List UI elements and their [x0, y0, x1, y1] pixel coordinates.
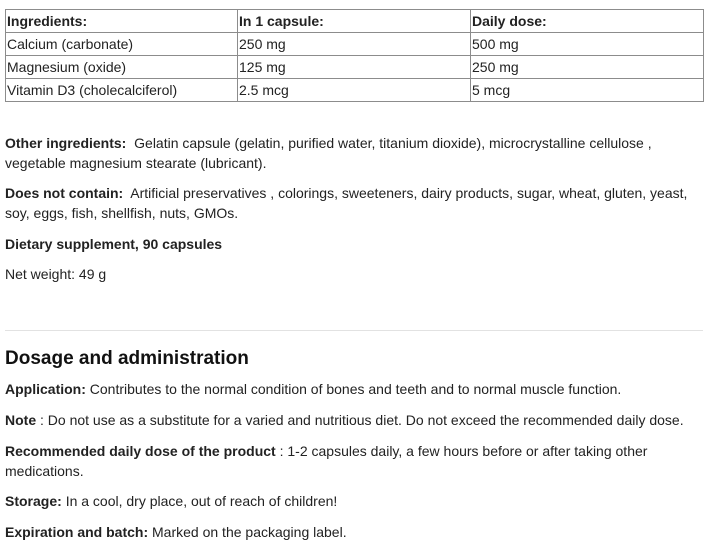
- recommended-dose-label: Recommended daily dose of the product: [5, 443, 276, 459]
- expiration-batch: [5, 522, 703, 542]
- table-row: [6, 56, 704, 79]
- dietary-supplement: Dietary supplement, 90 capsules: [5, 236, 223, 252]
- other-ingredients: [5, 133, 703, 173]
- cell-per-capsule: 2.5 mcg: [238, 79, 471, 102]
- dosage-heading: Dosage and administration: [5, 348, 249, 369]
- application: [5, 379, 703, 399]
- note-text: : Do not use as a substitute for a varied and nutritious diet. Do not exceed the recommended daily dose.: [40, 412, 684, 428]
- table-row: [6, 79, 704, 102]
- note-label: Note: [5, 412, 37, 428]
- expiration-batch-label: Expiration and batch:: [5, 524, 149, 540]
- storage-text: In a cool, dry place, out of reach of children!: [65, 493, 338, 509]
- storage: [5, 491, 703, 511]
- header-daily-dose: Daily dose:: [471, 10, 704, 33]
- ingredients-table: [5, 9, 704, 102]
- other-ingredients-text: Gelatin capsule (gelatin, purified water, titanium dioxide), microcrystalline cellulose , vegetable magnesium stearate (lubricant).: [5, 135, 652, 171]
- does-not-contain: [5, 183, 703, 223]
- note: [5, 410, 703, 430]
- storage-label: Storage:: [5, 493, 62, 509]
- application-label: Application:: [5, 381, 86, 397]
- product-info: [5, 9, 703, 540]
- recommended-dose: [5, 441, 703, 481]
- cell-ingredient: Calcium (carbonate): [6, 33, 238, 56]
- application-text: Contributes to the normal condition of bones and teeth and to normal muscle function.: [89, 381, 622, 397]
- header-per-capsule: In 1 capsule:: [238, 10, 471, 33]
- cell-ingredient: Vitamin D3 (cholecalciferol): [6, 79, 238, 102]
- expiration-batch-text: Marked on the packaging label.: [152, 524, 347, 540]
- section-divider: [5, 330, 703, 331]
- cell-per-capsule: 250 mg: [238, 33, 471, 56]
- header-ingredients: Ingredients:: [6, 10, 238, 33]
- cell-daily-dose: 5 mcg: [471, 79, 704, 102]
- cell-daily-dose: 500 mg: [471, 33, 704, 56]
- other-ingredients-label: Other ingredients:: [5, 135, 127, 151]
- cell-ingredient: Magnesium (oxide): [6, 56, 238, 79]
- cell-per-capsule: 125 mg: [238, 56, 471, 79]
- table-header-row: [6, 10, 704, 33]
- table-row: [6, 33, 704, 56]
- cell-daily-dose: 250 mg: [471, 56, 704, 79]
- net-weight: Net weight: 49 g: [5, 266, 107, 282]
- recommended-dose-text: : 1-2 capsules daily, a few hours before or after taking other medications.: [5, 443, 648, 479]
- does-not-contain-label: Does not contain:: [5, 185, 124, 201]
- does-not-contain-text: Artificial preservatives , colorings, sweeteners, dairy products, sugar, wheat, gluten, yeast, soy, eggs, fish, shellfish, nuts, GMOs.: [5, 185, 688, 221]
